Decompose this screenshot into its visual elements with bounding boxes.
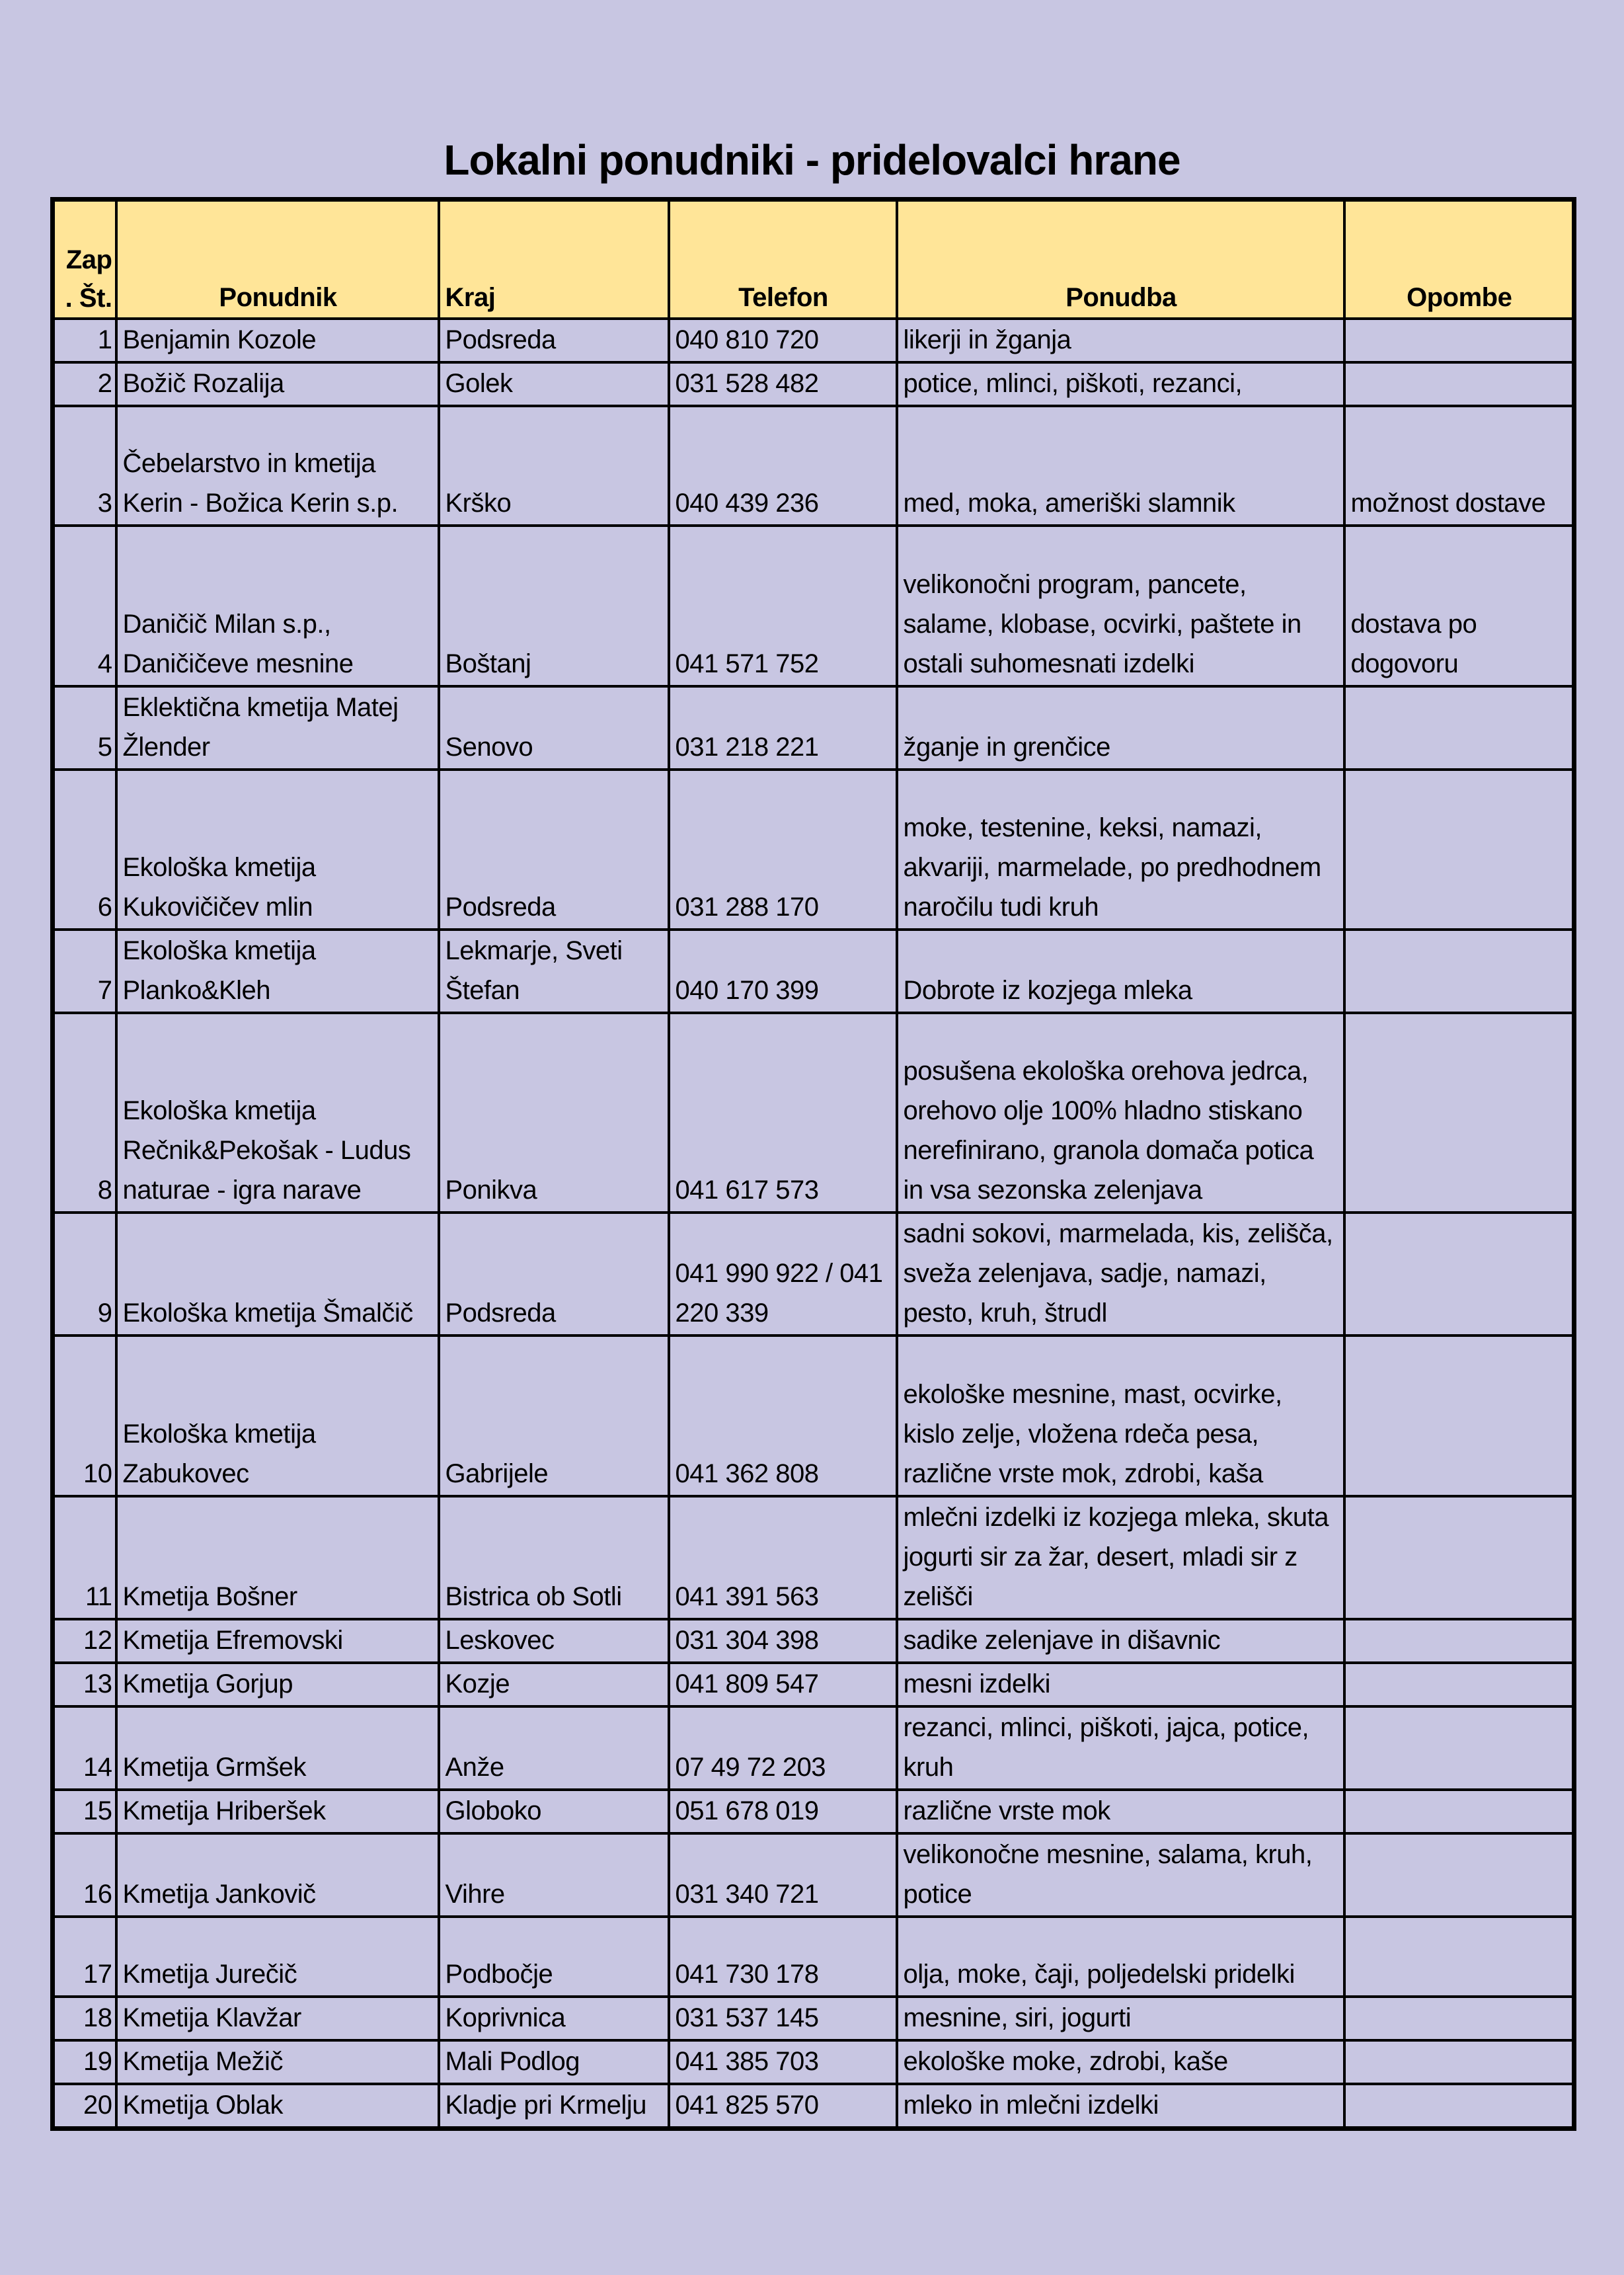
cell-num: 18 — [53, 1997, 116, 2040]
cell-opombe: dostava po dogovoru — [1344, 526, 1574, 686]
table-row — [53, 2084, 1574, 2129]
cell-ponudnik: Benjamin Kozole — [116, 319, 439, 362]
cell-ponudnik: Daničič Milan s.p., Daničičeve mesnine — [116, 526, 439, 686]
cell-telefon: 07 49 72 203 — [669, 1706, 897, 1790]
header-opombe: Opombe — [1344, 200, 1574, 319]
cell-ponudba: mesnine, siri, jogurti — [897, 1997, 1344, 2040]
cell-ponudnik: Kmetija Oblak — [116, 2084, 439, 2129]
cell-kraj: Podsreda — [439, 770, 669, 930]
cell-ponudnik: Čebelarstvo in kmetija Kerin - Božica Kerin s.p. — [116, 406, 439, 526]
table-row — [53, 319, 1574, 362]
cell-telefon: 031 304 398 — [669, 1619, 897, 1663]
cell-ponudnik: Božič Rozalija — [116, 362, 439, 406]
cell-telefon: 041 385 703 — [669, 2040, 897, 2084]
cell-kraj: Ponikva — [439, 1013, 669, 1213]
cell-ponudnik: Ekološka kmetija Rečnik&Pekošak - Ludus naturae - igra narave — [116, 1013, 439, 1213]
cell-kraj: Boštanj — [439, 526, 669, 686]
cell-kraj: Leskovec — [439, 1619, 669, 1663]
cell-kraj: Globoko — [439, 1790, 669, 1833]
cell-kraj: Anže — [439, 1706, 669, 1790]
cell-num: 17 — [53, 1917, 116, 1997]
cell-ponudba: velikonočni program, pancete, salame, klobase, ocvirki, paštete in ostali suhomesnati izdelki — [897, 526, 1344, 686]
cell-ponudnik: Ekološka kmetija Kukovičičev mlin — [116, 770, 439, 930]
header-kraj: Kraj — [439, 200, 669, 319]
cell-num: 7 — [53, 930, 116, 1013]
cell-ponudba: žganje in grenčice — [897, 686, 1344, 770]
cell-ponudba: Dobrote iz kozjega mleka — [897, 930, 1344, 1013]
cell-opombe — [1344, 319, 1574, 362]
cell-ponudnik: Kmetija Jurečič — [116, 1917, 439, 1997]
cell-ponudba: mesni izdelki — [897, 1663, 1344, 1706]
cell-ponudnik: Kmetija Hriberšek — [116, 1790, 439, 1833]
cell-opombe — [1344, 1790, 1574, 1833]
cell-opombe — [1344, 1213, 1574, 1336]
cell-telefon: 041 730 178 — [669, 1917, 897, 1997]
table-row — [53, 526, 1574, 686]
cell-telefon: 041 571 752 — [669, 526, 897, 686]
cell-telefon: 041 617 573 — [669, 1013, 897, 1213]
cell-num: 6 — [53, 770, 116, 930]
cell-ponudba: mleko in mlečni izdelki — [897, 2084, 1344, 2129]
cell-num: 14 — [53, 1706, 116, 1790]
cell-ponudba: olja, moke, čaji, poljedelski pridelki — [897, 1917, 1344, 1997]
header-row — [53, 200, 1574, 319]
cell-num: 13 — [53, 1663, 116, 1706]
cell-ponudba: rezanci, mlinci, piškoti, jajca, potice, kruh — [897, 1706, 1344, 1790]
table-row — [53, 1663, 1574, 1706]
cell-telefon: 041 990 922 / 041 220 339 — [669, 1213, 897, 1336]
cell-opombe — [1344, 1997, 1574, 2040]
cell-num: 19 — [53, 2040, 116, 2084]
cell-opombe — [1344, 1663, 1574, 1706]
cell-telefon: 031 218 221 — [669, 686, 897, 770]
cell-telefon: 041 362 808 — [669, 1336, 897, 1496]
cell-opombe — [1344, 930, 1574, 1013]
cell-kraj: Bistrica ob Sotli — [439, 1496, 669, 1619]
cell-telefon: 041 825 570 — [669, 2084, 897, 2129]
cell-ponudba: mlečni izdelki iz kozjega mleka, skuta jogurti sir za žar, desert, mladi sir z zelišči — [897, 1496, 1344, 1619]
cell-num: 2 — [53, 362, 116, 406]
table-row — [53, 1619, 1574, 1663]
cell-ponudnik: Kmetija Klavžar — [116, 1997, 439, 2040]
cell-telefon: 051 678 019 — [669, 1790, 897, 1833]
suppliers-table — [50, 197, 1576, 2131]
page-title: Lokalni ponudniki - pridelovalci hrane — [444, 136, 1180, 184]
cell-kraj: Koprivnica — [439, 1997, 669, 2040]
table-row — [53, 1790, 1574, 1833]
cell-ponudnik: Ekološka kmetija Planko&Kleh — [116, 930, 439, 1013]
cell-num: 8 — [53, 1013, 116, 1213]
cell-ponudnik: Kmetija Grmšek — [116, 1706, 439, 1790]
cell-kraj: Krško — [439, 406, 669, 526]
cell-telefon: 040 810 720 — [669, 319, 897, 362]
cell-num: 12 — [53, 1619, 116, 1663]
cell-telefon: 041 391 563 — [669, 1496, 897, 1619]
cell-opombe — [1344, 686, 1574, 770]
cell-kraj: Kladje pri Krmelju — [439, 2084, 669, 2129]
table-row — [53, 2040, 1574, 2084]
header-ponudba: Ponudba — [897, 200, 1344, 319]
cell-kraj: Golek — [439, 362, 669, 406]
cell-opombe: možnost dostave — [1344, 406, 1574, 526]
cell-ponudnik: Eklektična kmetija Matej Žlender — [116, 686, 439, 770]
cell-num: 11 — [53, 1496, 116, 1619]
cell-num: 4 — [53, 526, 116, 686]
cell-telefon: 040 170 399 — [669, 930, 897, 1013]
cell-kraj: Kozje — [439, 1663, 669, 1706]
cell-num: 10 — [53, 1336, 116, 1496]
header-ponudnik: Ponudnik — [116, 200, 439, 319]
cell-opombe — [1344, 1706, 1574, 1790]
cell-ponudba: likerji in žganja — [897, 319, 1344, 362]
table-row — [53, 770, 1574, 930]
cell-kraj: Podbočje — [439, 1917, 669, 1997]
cell-ponudba: ekološke mesnine, mast, ocvirke, kislo zelje, vložena rdeča pesa, različne vrste mok, zdrobi, kaša — [897, 1336, 1344, 1496]
cell-ponudba: med, moka, ameriški slamnik — [897, 406, 1344, 526]
cell-ponudba: sadike zelenjave in dišavnic — [897, 1619, 1344, 1663]
cell-ponudba: potice, mlinci, piškoti, rezanci, — [897, 362, 1344, 406]
cell-opombe — [1344, 1917, 1574, 1997]
cell-num: 20 — [53, 2084, 116, 2129]
cell-opombe — [1344, 2040, 1574, 2084]
cell-telefon: 031 340 721 — [669, 1833, 897, 1917]
cell-opombe — [1344, 1336, 1574, 1496]
table-row — [53, 1706, 1574, 1790]
cell-num: 9 — [53, 1213, 116, 1336]
cell-num: 5 — [53, 686, 116, 770]
table-row — [53, 362, 1574, 406]
cell-ponudnik: Ekološka kmetija Šmalčič — [116, 1213, 439, 1336]
cell-kraj: Podsreda — [439, 319, 669, 362]
table-row — [53, 1496, 1574, 1619]
cell-kraj: Vihre — [439, 1833, 669, 1917]
cell-opombe — [1344, 1833, 1574, 1917]
cell-opombe — [1344, 1013, 1574, 1213]
cell-ponudnik: Ekološka kmetija Zabukovec — [116, 1336, 439, 1496]
cell-opombe — [1344, 362, 1574, 406]
cell-ponudba: različne vrste mok — [897, 1790, 1344, 1833]
table-row — [53, 930, 1574, 1013]
cell-ponudba: ekološke moke, zdrobi, kaše — [897, 2040, 1344, 2084]
cell-telefon: 031 528 482 — [669, 362, 897, 406]
table-row — [53, 1997, 1574, 2040]
cell-telefon: 031 537 145 — [669, 1997, 897, 2040]
table-row — [53, 1917, 1574, 1997]
table-row — [53, 406, 1574, 526]
header-telefon: Telefon — [669, 200, 897, 319]
cell-num: 16 — [53, 1833, 116, 1917]
cell-opombe — [1344, 1619, 1574, 1663]
cell-kraj: Mali Podlog — [439, 2040, 669, 2084]
cell-ponudba: posušena ekološka orehova jedrca, orehovo olje 100% hladno stiskano nerefinirano, granola domača potica in vsa sezonska zelenjava — [897, 1013, 1344, 1213]
cell-num: 3 — [53, 406, 116, 526]
header-num-line2: . Št. — [65, 284, 112, 313]
cell-ponudnik: Kmetija Bošner — [116, 1496, 439, 1619]
header-num — [53, 200, 116, 319]
table-row — [53, 686, 1574, 770]
cell-kraj: Senovo — [439, 686, 669, 770]
cell-kraj: Lekmarje, Sveti Štefan — [439, 930, 669, 1013]
cell-telefon: 041 809 547 — [669, 1663, 897, 1706]
cell-num: 1 — [53, 319, 116, 362]
cell-opombe — [1344, 770, 1574, 930]
cell-ponudba: velikonočne mesnine, salama, kruh, potice — [897, 1833, 1344, 1917]
cell-ponudnik: Kmetija Efremovski — [116, 1619, 439, 1663]
cell-ponudnik: Kmetija Mežič — [116, 2040, 439, 2084]
cell-kraj: Podsreda — [439, 1213, 669, 1336]
table-row — [53, 1013, 1574, 1213]
cell-telefon: 040 439 236 — [669, 406, 897, 526]
table-row — [53, 1336, 1574, 1496]
cell-ponudnik: Kmetija Gorjup — [116, 1663, 439, 1706]
cell-opombe — [1344, 2084, 1574, 2129]
cell-ponudnik: Kmetija Jankovič — [116, 1833, 439, 1917]
cell-ponudba: sadni sokovi, marmelada, kis, zelišča, sveža zelenjava, sadje, namazi, pesto, kruh, štrudl — [897, 1213, 1344, 1336]
cell-telefon: 031 288 170 — [669, 770, 897, 930]
table-row — [53, 1833, 1574, 1917]
cell-ponudba: moke, testenine, keksi, namazi, akvariji, marmelade, po predhodnem naročilu tudi kruh — [897, 770, 1344, 930]
cell-kraj: Gabrijele — [439, 1336, 669, 1496]
cell-num: 15 — [53, 1790, 116, 1833]
table-row — [53, 1213, 1574, 1336]
header-num-line1: Zap — [65, 245, 112, 274]
cell-opombe — [1344, 1496, 1574, 1619]
